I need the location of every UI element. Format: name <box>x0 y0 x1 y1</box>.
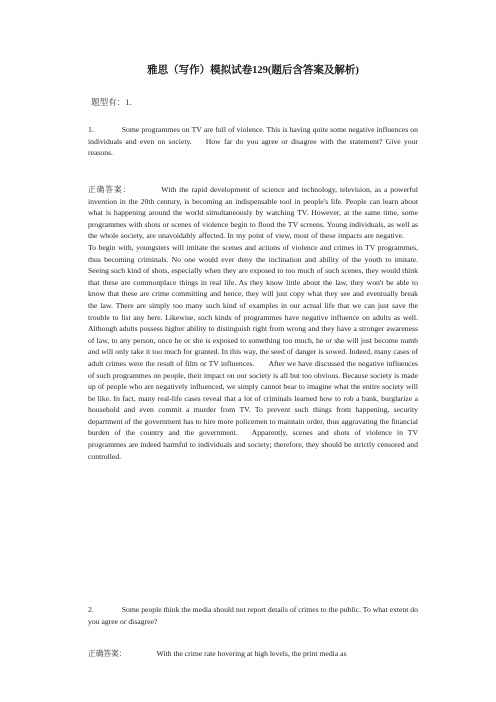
question-2-text: Some people think the media should not report details of crimes to the public. To what extent do you agree or disagree? <box>88 605 418 626</box>
answer-1-text: With the rapid development of science and technology, television, as a powerful invention in the 20th century, is becoming an indispensable tool in people's life. People can learn about what is happening around the world simultaneously by watching TV. However, at the same time, some programmes with shots or scenes of violence begin to flood the TV screens. Young individuals, as well as the whole society, are unavoidably affected. In my point of view, most of these impacts are negative. <box>88 185 418 241</box>
question-1-text-2: How far do you agree or disagree with the statement? Give your reasons. <box>88 136 418 158</box>
question-2-answer <box>88 648 418 660</box>
answer-1-text-3: After we have discussed the negative influences of such programmes on people, their impact on our society is all but too obvious. Because society is made up of people who are negatively influenced, we simply cannot bear to imagine what the entire society will be like. In fact, many real-life cases reveal that a lot of criminals learned how to rob a bank, burglarize a household and even commit a murder from TV. To prevent such things from happening, security department of the government has to hire more policemen to maintain order, thus aggravating the financial burden of the country and the government. <box>88 358 418 438</box>
answer-1-text-4: Apparently, scenes and shots of violence in TV programmes are indeed harmful to individuals and society; therefore, they should be strictly censored and controlled. <box>88 428 418 461</box>
question-1-answer <box>88 184 418 462</box>
question-type-line: 题型有：1. <box>91 97 132 107</box>
answer-2-text: With the crime rate hovering at high levels, the print media as <box>156 649 347 658</box>
document-title: 雅思（写作）模拟试卷129(题后含答案及解析) <box>147 65 359 76</box>
answer-1-text-2: To begin with, youngsters will imitate the scenes and actions of violence and crimes in TV programmes, thus becoming criminals. No one would ever deny the inclination and ability of the youth to imitate. Seeing such kind of shots, especially when they are exposed to too much of such scenes, they would think that these are commonplace things in real life. As they know little about the law, they won't be able to know that these are crime committing and hence, they will just copy what they see and eventually break the law. There are simply too many such kind of examples in our actual life that we can just save the trouble to list any here. Likewise, such kinds of programmes have negative influence on adults as well. Although adults possess higher ability to distinguish right from wrong and they have a stronger awareness of law, to any person, once he or she is exposed to something too much, he or she will just become numb and will only take it too much for granted. In this way, the seed of danger is sowed. Indeed, many cases of adult crimes were the result of film or TV influences. <box>88 242 418 368</box>
question-1-prompt <box>88 124 418 159</box>
answer-2-label: 正确答案： <box>88 649 127 658</box>
question-2-prompt <box>88 604 418 627</box>
answer-1-label: 正确答案： <box>88 185 132 194</box>
question-1-text: Some programmes on TV are full of violence. This is having quite some negative influences on individuals and even on society. <box>88 125 418 146</box>
question-2-number: 2. <box>88 605 94 614</box>
question-1-number: 1. <box>88 125 94 134</box>
